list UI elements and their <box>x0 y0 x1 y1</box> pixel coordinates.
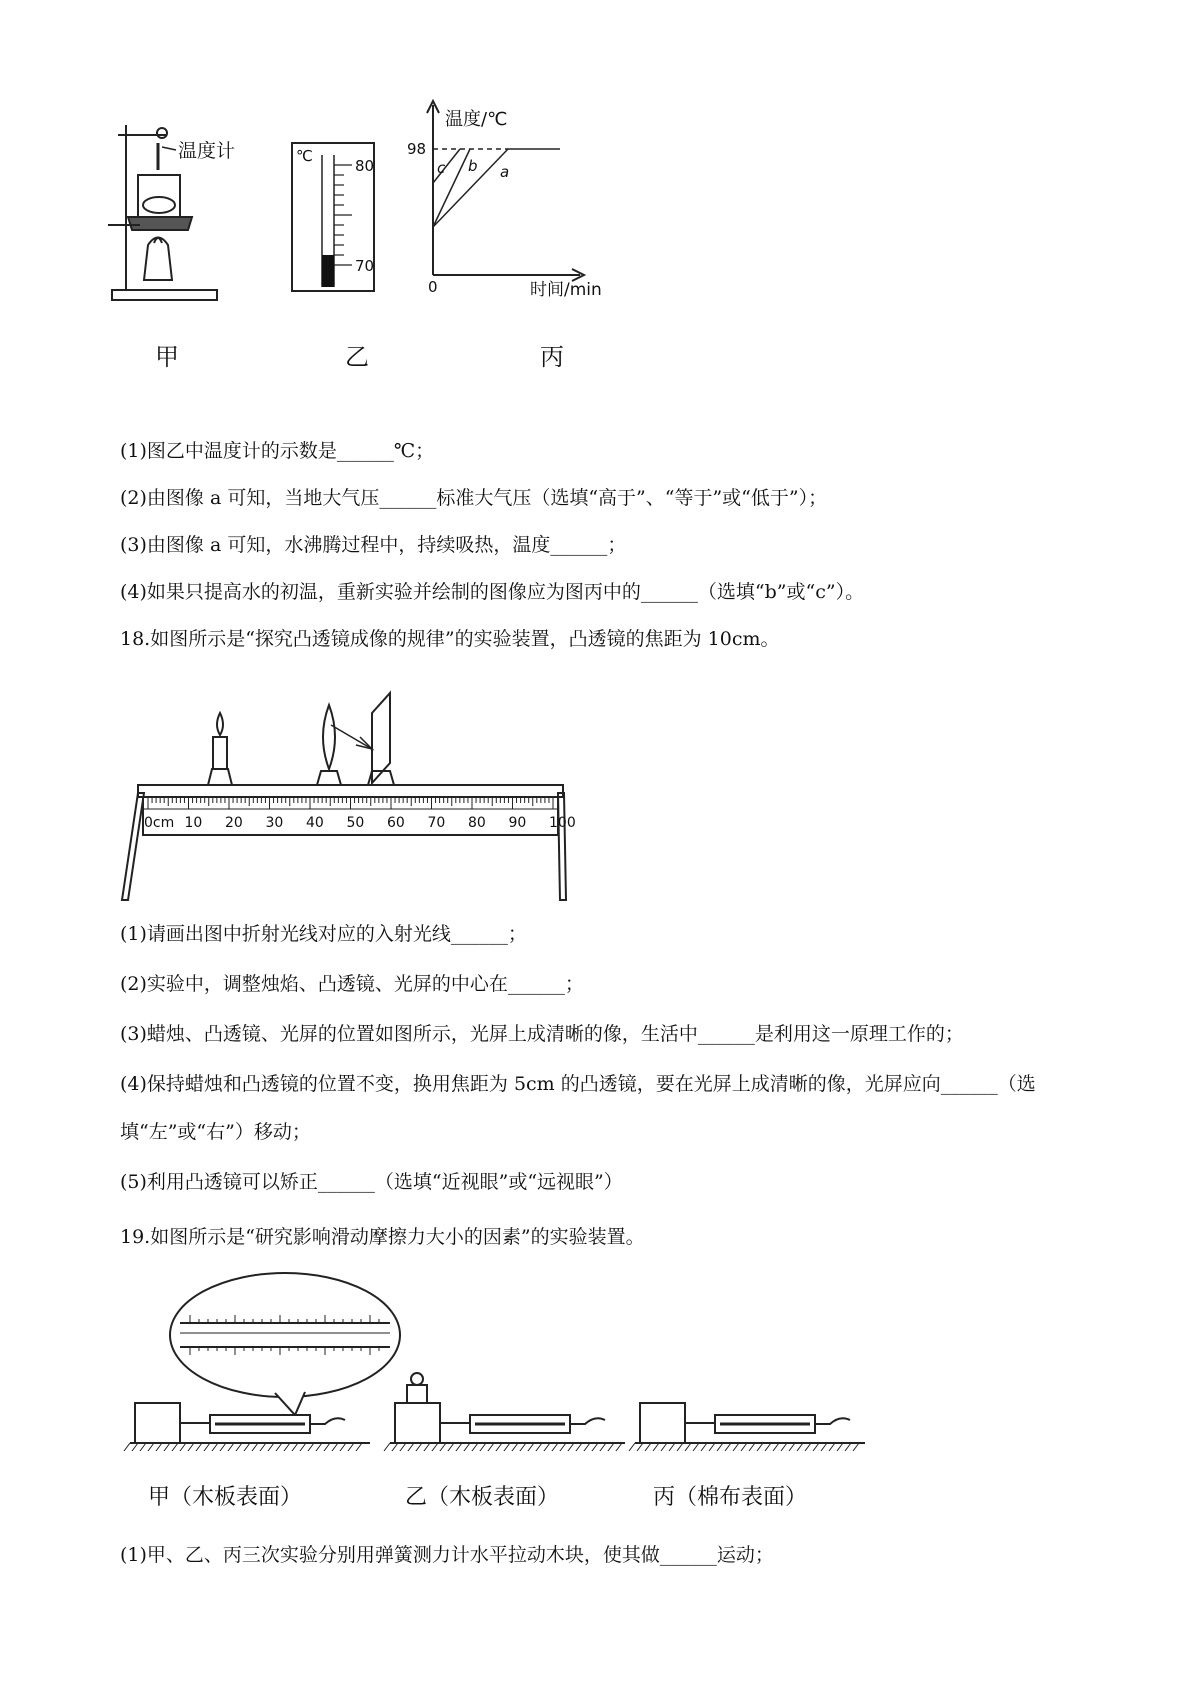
tick-mark <box>600 1443 606 1451</box>
q17-item-3: (3)由图像 a 可知，水沸腾过程中，持续吸热，温度______； <box>120 534 627 556</box>
q17-item-2: (2)由图像 a 可知，当地大气压______标准大气压（选填“高于”、“等于”或“低于”）； <box>120 487 828 509</box>
figure-friction-setup <box>125 1275 945 1475</box>
thermometer-unit: ℃ <box>296 147 313 165</box>
tick-mark <box>685 1443 691 1451</box>
tick-mark <box>432 1443 438 1451</box>
caption-friction-jia: 甲（木板表面） <box>148 1485 303 1510</box>
tick-mark <box>512 1443 518 1451</box>
tick-mark <box>456 1443 462 1451</box>
tick-mark <box>472 1443 478 1451</box>
q18-item-5: (5)利用凸透镜可以矫正______（选填“近视眼”或“远视眼”） <box>120 1171 623 1193</box>
tick-mark <box>837 1443 843 1451</box>
tick-mark <box>552 1443 558 1451</box>
tick-mark <box>741 1443 747 1451</box>
tick-mark <box>797 1443 803 1451</box>
tick-mark <box>220 1443 226 1451</box>
ruler-label: 40 <box>306 815 324 831</box>
q18-item-2: (2)实验中，调整烛焰、凸透镜、光屏的中心在______； <box>120 973 584 995</box>
tick-mark <box>276 1443 282 1451</box>
tick-mark <box>528 1443 534 1451</box>
tick-mark <box>765 1443 771 1451</box>
tick-mark <box>749 1443 755 1451</box>
tick-mark <box>316 1443 322 1451</box>
tick-mark <box>805 1443 811 1451</box>
q19-item-1: (1)甲、乙、丙三次实验分别用弹簧测力计水平拉动木块，使其做______运动； <box>120 1544 774 1566</box>
tick-mark <box>693 1443 699 1451</box>
thermometer-tick-80: 80 <box>355 157 375 175</box>
tick-mark <box>424 1443 430 1451</box>
ruler-label: 90 <box>508 815 527 831</box>
tick-mark <box>384 1443 390 1451</box>
caption-friction-bing: 丙（棉布表面） <box>653 1485 808 1510</box>
q19-intro: 19.如图所示是“研究影响滑动摩擦力大小的因素”的实验装置。 <box>120 1226 645 1248</box>
curve-a-label: a <box>500 163 510 181</box>
tick-mark <box>324 1443 330 1451</box>
tick-mark <box>392 1443 398 1451</box>
tick-mark <box>701 1443 707 1451</box>
tick-mark <box>348 1443 354 1451</box>
tick-mark <box>781 1443 787 1451</box>
ruler-label: 70 <box>427 815 446 831</box>
tick-mark <box>733 1443 739 1451</box>
q18-intro: 18.如图所示是“探究凸透镜成像的规律”的实验装置，凸透镜的焦距为 10cm。 <box>120 628 780 650</box>
tick-mark <box>140 1443 146 1451</box>
ruler-label: 80 <box>468 815 486 831</box>
graph-xlabel: 时间/min <box>530 280 602 300</box>
q17-item-1: (1)图乙中温度计的示数是______℃； <box>120 440 435 462</box>
caption-bing: 丙 <box>540 343 564 371</box>
tick-mark <box>568 1443 574 1451</box>
tick-mark <box>300 1443 306 1451</box>
tick-mark <box>308 1443 314 1451</box>
tick-mark <box>268 1443 274 1451</box>
graph-y98: 98 <box>407 140 427 158</box>
tick-mark <box>504 1443 510 1451</box>
tick-mark <box>416 1443 422 1451</box>
ruler-label: 0cm <box>144 815 175 831</box>
tick-mark <box>608 1443 614 1451</box>
tick-mark <box>813 1443 819 1451</box>
tick-mark <box>228 1443 234 1451</box>
tick-mark <box>132 1443 138 1451</box>
tick-mark <box>356 1443 362 1451</box>
tick-mark <box>773 1443 779 1451</box>
q18-item-4: (4)保持蜡烛和凸透镜的位置不变，换用焦距为 5cm 的凸透镜，要在光屏上成清晰的像，光屏应向______（选 <box>120 1073 1036 1095</box>
curve-c-label: c <box>437 159 446 177</box>
tick-mark <box>709 1443 715 1451</box>
tick-mark <box>845 1443 851 1451</box>
caption-friction-yi: 乙（木板表面） <box>405 1485 560 1510</box>
tick-mark <box>576 1443 582 1451</box>
ruler-label: 30 <box>265 815 284 831</box>
tick-mark <box>725 1443 731 1451</box>
tick-mark <box>717 1443 723 1451</box>
tick-mark <box>584 1443 590 1451</box>
tick-mark <box>172 1443 178 1451</box>
tick-mark <box>536 1443 542 1451</box>
thermometer-label: 温度计 <box>178 140 236 162</box>
q18-item-3: (3)蜡烛、凸透镜、光屏的位置如图所示，光屏上成清晰的像，生活中______是利用这一原理工作的； <box>120 1023 964 1045</box>
tick-mark <box>448 1443 454 1451</box>
tick-mark <box>400 1443 406 1451</box>
q18-item-1: (1)请画出图中折射光线对应的入射光线______； <box>120 923 527 945</box>
tick-mark <box>332 1443 338 1451</box>
tick-mark <box>853 1443 859 1451</box>
tick-mark <box>180 1443 186 1451</box>
tick-mark <box>789 1443 795 1451</box>
tick-mark <box>488 1443 494 1451</box>
tick-mark <box>292 1443 298 1451</box>
tick-mark <box>677 1443 683 1451</box>
tick-mark <box>244 1443 250 1451</box>
tick-mark <box>544 1443 550 1451</box>
tick-mark <box>164 1443 170 1451</box>
graph-origin: 0 <box>428 278 438 296</box>
tick-mark <box>408 1443 414 1451</box>
tick-mark <box>148 1443 154 1451</box>
tick-mark <box>629 1443 635 1451</box>
tick-mark <box>124 1443 130 1451</box>
ruler-label: 20 <box>225 815 243 831</box>
thermometer-tick-70: 70 <box>355 257 375 275</box>
ruler-label: 60 <box>387 815 405 831</box>
tick-mark <box>661 1443 667 1451</box>
figure-optical-bench <box>110 685 576 905</box>
tick-mark <box>757 1443 763 1451</box>
tick-mark <box>284 1443 290 1451</box>
caption-jia: 甲 <box>155 343 179 371</box>
ruler-label: 10 <box>184 815 203 831</box>
tick-mark <box>480 1443 486 1451</box>
tick-mark <box>560 1443 566 1451</box>
tick-mark <box>236 1443 242 1451</box>
tick-mark <box>645 1443 651 1451</box>
tick-mark <box>669 1443 675 1451</box>
tick-mark <box>340 1443 346 1451</box>
graph-ylabel: 温度/℃ <box>445 109 508 130</box>
q17-item-4: (4)如果只提高水的初温，重新实验并绘制的图像应为图丙中的______（选填“b”或“c”）。 <box>120 581 865 603</box>
tick-mark <box>637 1443 643 1451</box>
tick-mark <box>252 1443 258 1451</box>
tick-mark <box>616 1443 622 1451</box>
tick-mark <box>196 1443 202 1451</box>
tick-mark <box>821 1443 827 1451</box>
tick-mark <box>260 1443 266 1451</box>
tick-mark <box>592 1443 598 1451</box>
ruler-label: 50 <box>346 815 365 831</box>
tick-mark <box>440 1443 446 1451</box>
tick-mark <box>829 1443 835 1451</box>
tick-mark <box>496 1443 502 1451</box>
ruler-label: 100 <box>549 815 576 831</box>
tick-mark <box>653 1443 659 1451</box>
tick-mark <box>464 1443 470 1451</box>
tick-mark <box>204 1443 210 1451</box>
tick-mark <box>520 1443 526 1451</box>
figure-boiling-experiment <box>100 95 680 360</box>
curve-b-label: b <box>468 157 478 175</box>
tick-mark <box>188 1443 194 1451</box>
tick-mark <box>212 1443 218 1451</box>
caption-yi: 乙 <box>345 343 369 371</box>
tick-mark <box>156 1443 162 1451</box>
q18-item-4-cont: 填“左”或“右”）移动； <box>120 1121 311 1143</box>
